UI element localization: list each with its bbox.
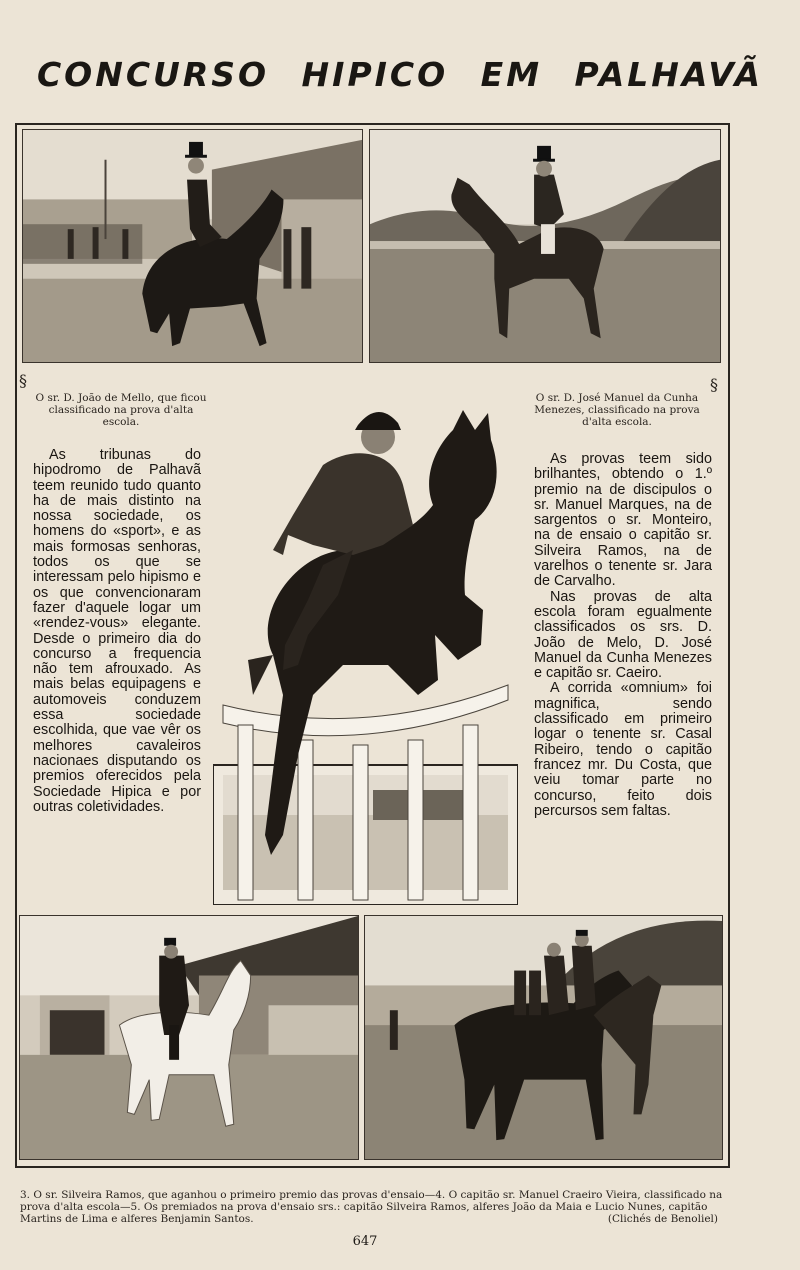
corner-ornament-left: §: [19, 371, 27, 390]
left-paragraph: As tribunas do hipodromo de Palhavã teem reunido tudo quanto ha de mais distinto na nossa sociedade, os homens do «sport», e as mais formosas senhoras, todos os que se interessam pelo hipismo e os que convencionaram fazer d'aquele logar um «rendez-vous» elegante. Desde o primeiro dia do concurso a frequencia não tem afrouxado. As mais belas equipagens e automoveis conduzem essa sociedade escolhida, que vae vêr os melhores cavaleiros nacionaes disputando os premios oferecidos pela Sociedade Hipica e por outras coletividades.: [33, 447, 201, 815]
article-right-column: [534, 452, 712, 819]
bottom-caption: 3. O sr. Silveira Ramos, que aganhou o primeiro premio das provas d'ensaio—4. O capitão sr. Manuel Craeiro Vieira, classificado na prova d'alta escola—5. Os premiados na prova d'ensaio srs.: capitão Silveira Ramos, alferes João da Maia e Lucio Nunes, capitão Martins de Lima e alferes Benjamin Santos.: [20, 1189, 723, 1225]
caption-top-right: O sr. D. José Manuel da Cunha Menezes, classificado na prova d'alta escola.: [534, 392, 700, 428]
photo-bottom-right-group: [364, 915, 723, 1160]
photo-top-right-horseman: [369, 129, 721, 363]
page-number: 647: [352, 1234, 378, 1249]
photo-bottom-left-white-horse: [19, 915, 359, 1160]
article-left-column: [33, 448, 201, 815]
photo-top-left-horseman: [22, 129, 363, 363]
right-paragraph-3: A corrida «omnium» foi magnifica, sendo classificado em primeiro logar o tenente sr. Casal Ribeiro, tendo o capitão francez mr. Du Costa, que veiu tomar parte no concurso, feito dois percursos sem faltas.: [534, 680, 712, 819]
page-title: CONCURSO HIPICO EM PALHAVÃ: [36, 55, 764, 94]
photo-center-jump: [213, 395, 518, 905]
corner-ornament-right: §: [710, 375, 718, 394]
right-paragraph-1: As provas teem sido brilhantes, obtendo o 1.º premio na de discipulos o sr. Manuel Marques, na de sargentos o sr. Monteiro, na de ensaio o capitão sr. Silveira Ramos, na de varelhos o tenente sr. Jara de Carvalho.: [534, 451, 712, 590]
photo-credit: (Clichés de Benoliel): [607, 1213, 718, 1225]
right-paragraph-2: Nas provas de alta escola foram egualmente classificados os srs. D. João de Melo, D. José Manuel da Cunha Menezes e capitão sr. Caeiro.: [534, 588, 712, 682]
caption-top-left: O sr. D. João de Mello, que ficou classificado na prova d'alta escola.: [35, 392, 207, 428]
